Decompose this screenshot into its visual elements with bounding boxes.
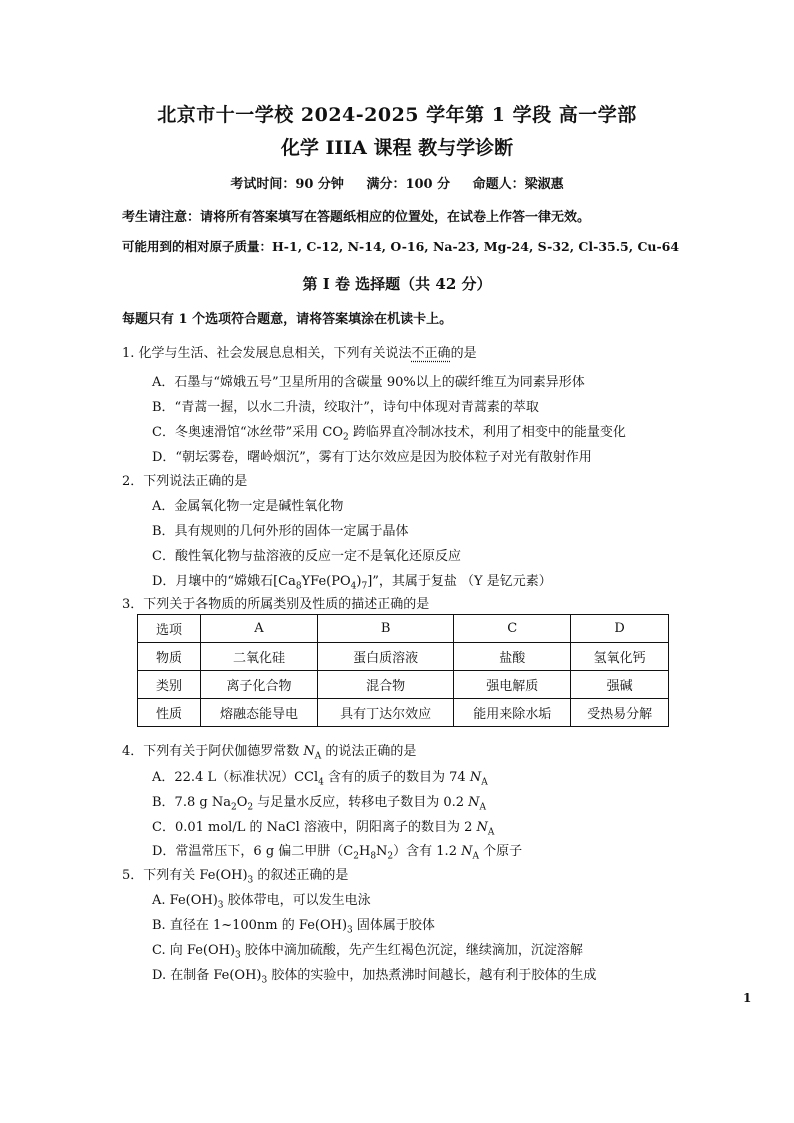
question-5-option-c: C. 向 $Fe(OH)_3$ 胶体中滴加硫酸，先产生红褐色沉淀，继续滴加，沉淀溶解 [152, 943, 583, 961]
table-cell: 受热易分解 [571, 699, 669, 727]
table-cell: 离子化合物 [201, 671, 318, 699]
table-cell: 类别 [138, 671, 201, 699]
table-row [138, 643, 669, 671]
question-1-option-d: D．“朝坛雾卷，曙岭烟沉”，雾有丁达尔效应是因为胶体粒子对光有散射作用 [152, 450, 592, 465]
question-2-option-d: D．月壤中的“嫦娥石$[Ca_8YFe(PO_4)_7]$”，其属于复盐 （Y 是钇元素） [152, 574, 552, 592]
exam-author: 命题人：梁淑惠 [472, 177, 564, 192]
question-1-option-c: C．冬奥速滑馆“冰丝带”采用 $CO_2$ 跨临界直冷制冰技术，利用了相变中的能量变化 [152, 425, 626, 443]
table-cell: 熔融态能导电 [201, 699, 318, 727]
question-2-option-b: B．具有规则的几何外形的固体一定属于晶体 [152, 524, 409, 539]
table-cell: 强电解质 [454, 671, 571, 699]
section-title: 第 I 卷 选择题（共 42 分） [302, 275, 492, 293]
exam-title: 北京市十一学校 2024-2025 学年第 1 学段 高一学部 [157, 104, 637, 126]
question-2-stem: 2．下列说法正确的是 [122, 474, 248, 489]
table-cell: 混合物 [318, 671, 454, 699]
page-number: 1 [743, 991, 752, 1005]
question-5-stem: 5．下列有关 $Fe(OH)_3$ 的叙述正确的是 [122, 868, 349, 886]
table-cell: 盐酸 [454, 643, 571, 671]
table-row [138, 699, 669, 727]
table-cell: 能用来除水垢 [454, 699, 571, 727]
table-cell: 蛋白质溶液 [318, 643, 454, 671]
table-cell: 二氧化硅 [201, 643, 318, 671]
full-score: 满分：100 分 [366, 177, 451, 192]
question-4-option-d: D．常温常压下，6 g 偏二甲肼$(C_2H_8N_2)$含有 1.2 $N_A$ 个原子 [152, 844, 523, 862]
table-cell: 强碱 [571, 671, 669, 699]
question-4-option-b: B．7.8 g $Na_2O_2$ 与足量水反应，转移电子数目为 0.2 $N_A$ [152, 795, 487, 813]
question-5-option-d: D. 在制备 $Fe(OH)_3$ 胶体的实验中，加热煮沸时间越长，越有利于胶体的生成 [152, 968, 597, 986]
table-cell: 性质 [138, 699, 201, 727]
exam-subtitle: 化学 IIIA 课程 教与学诊断 [280, 137, 514, 159]
atomic-masses: 可能用到的相对原子质量：H-1, C-12, N-14, O-16, Na-23, Mg-24, S-32, Cl-35.5, Cu-64 [122, 239, 680, 254]
question-3-stem: 3．下列关于各物质的所属类别及性质的描述正确的是 [122, 597, 430, 612]
question-4-option-a: A．22.4 L（标准状况）CCl$_4$ 含有的质子的数目为 74 $N_A$ [152, 770, 488, 788]
section-instruction: 每题只有 1 个选项符合题意，请将答案填涂在机读卡上。 [122, 312, 453, 327]
question-2-option-a: A．金属氧化物一定是碱性氧化物 [152, 499, 344, 514]
question-2-option-c: C．酸性氧化物与盐溶液的反应一定不是氧化还原反应 [152, 549, 461, 564]
exam-time: 考试时间：90 分钟 [230, 177, 344, 192]
exam-meta [0, 173, 794, 192]
question-4-option-c: C．0.01 mol/L 的 NaCl 溶液中，阴阳离子的数目为 2 $N_A$ [152, 820, 495, 838]
table-header-cell: B [318, 615, 454, 643]
question-5-option-b: B. 直径在 1~100nm 的 $Fe(OH)_3$ 固体属于胶体 [152, 918, 435, 936]
table-cell: 氢氧化钙 [571, 643, 669, 671]
question-1-option-a: A．石墨与“嫦娥五号”卫星所用的含碳量 90%以上的碳纤维互为同素异形体 [152, 375, 585, 390]
table-header-cell: C [454, 615, 571, 643]
exam-notice: 考生请注意：请将所有答案填写在答题纸相应的位置处，在试卷上作答一律无效。 [122, 210, 591, 225]
question-1-stem: 1. 化学与生活、社会发展息息相关，下列有关说法不正确的是 [122, 346, 477, 361]
question-5-option-a: A. $Fe(OH)_3$ 胶体带电，可以发生电泳 [152, 893, 371, 911]
table-header-cell: D [571, 615, 669, 643]
properties-table [137, 614, 669, 727]
table-cell: 物质 [138, 643, 201, 671]
table-header-cell: A [201, 615, 318, 643]
question-4-stem: 4．下列有关于阿伏伽德罗常数 $N_A$ 的说法正确的是 [122, 744, 417, 762]
table-row [138, 671, 669, 699]
table-header-cell: 选项 [138, 615, 201, 643]
question-1-option-b: B．“青蒿一握，以水二升渍，绞取汁”，诗句中体现对青蒿素的萃取 [152, 400, 539, 415]
table-cell: 具有丁达尔效应 [318, 699, 454, 727]
table-header-row [138, 615, 669, 643]
emphasis-text: 不正确 [411, 346, 451, 361]
